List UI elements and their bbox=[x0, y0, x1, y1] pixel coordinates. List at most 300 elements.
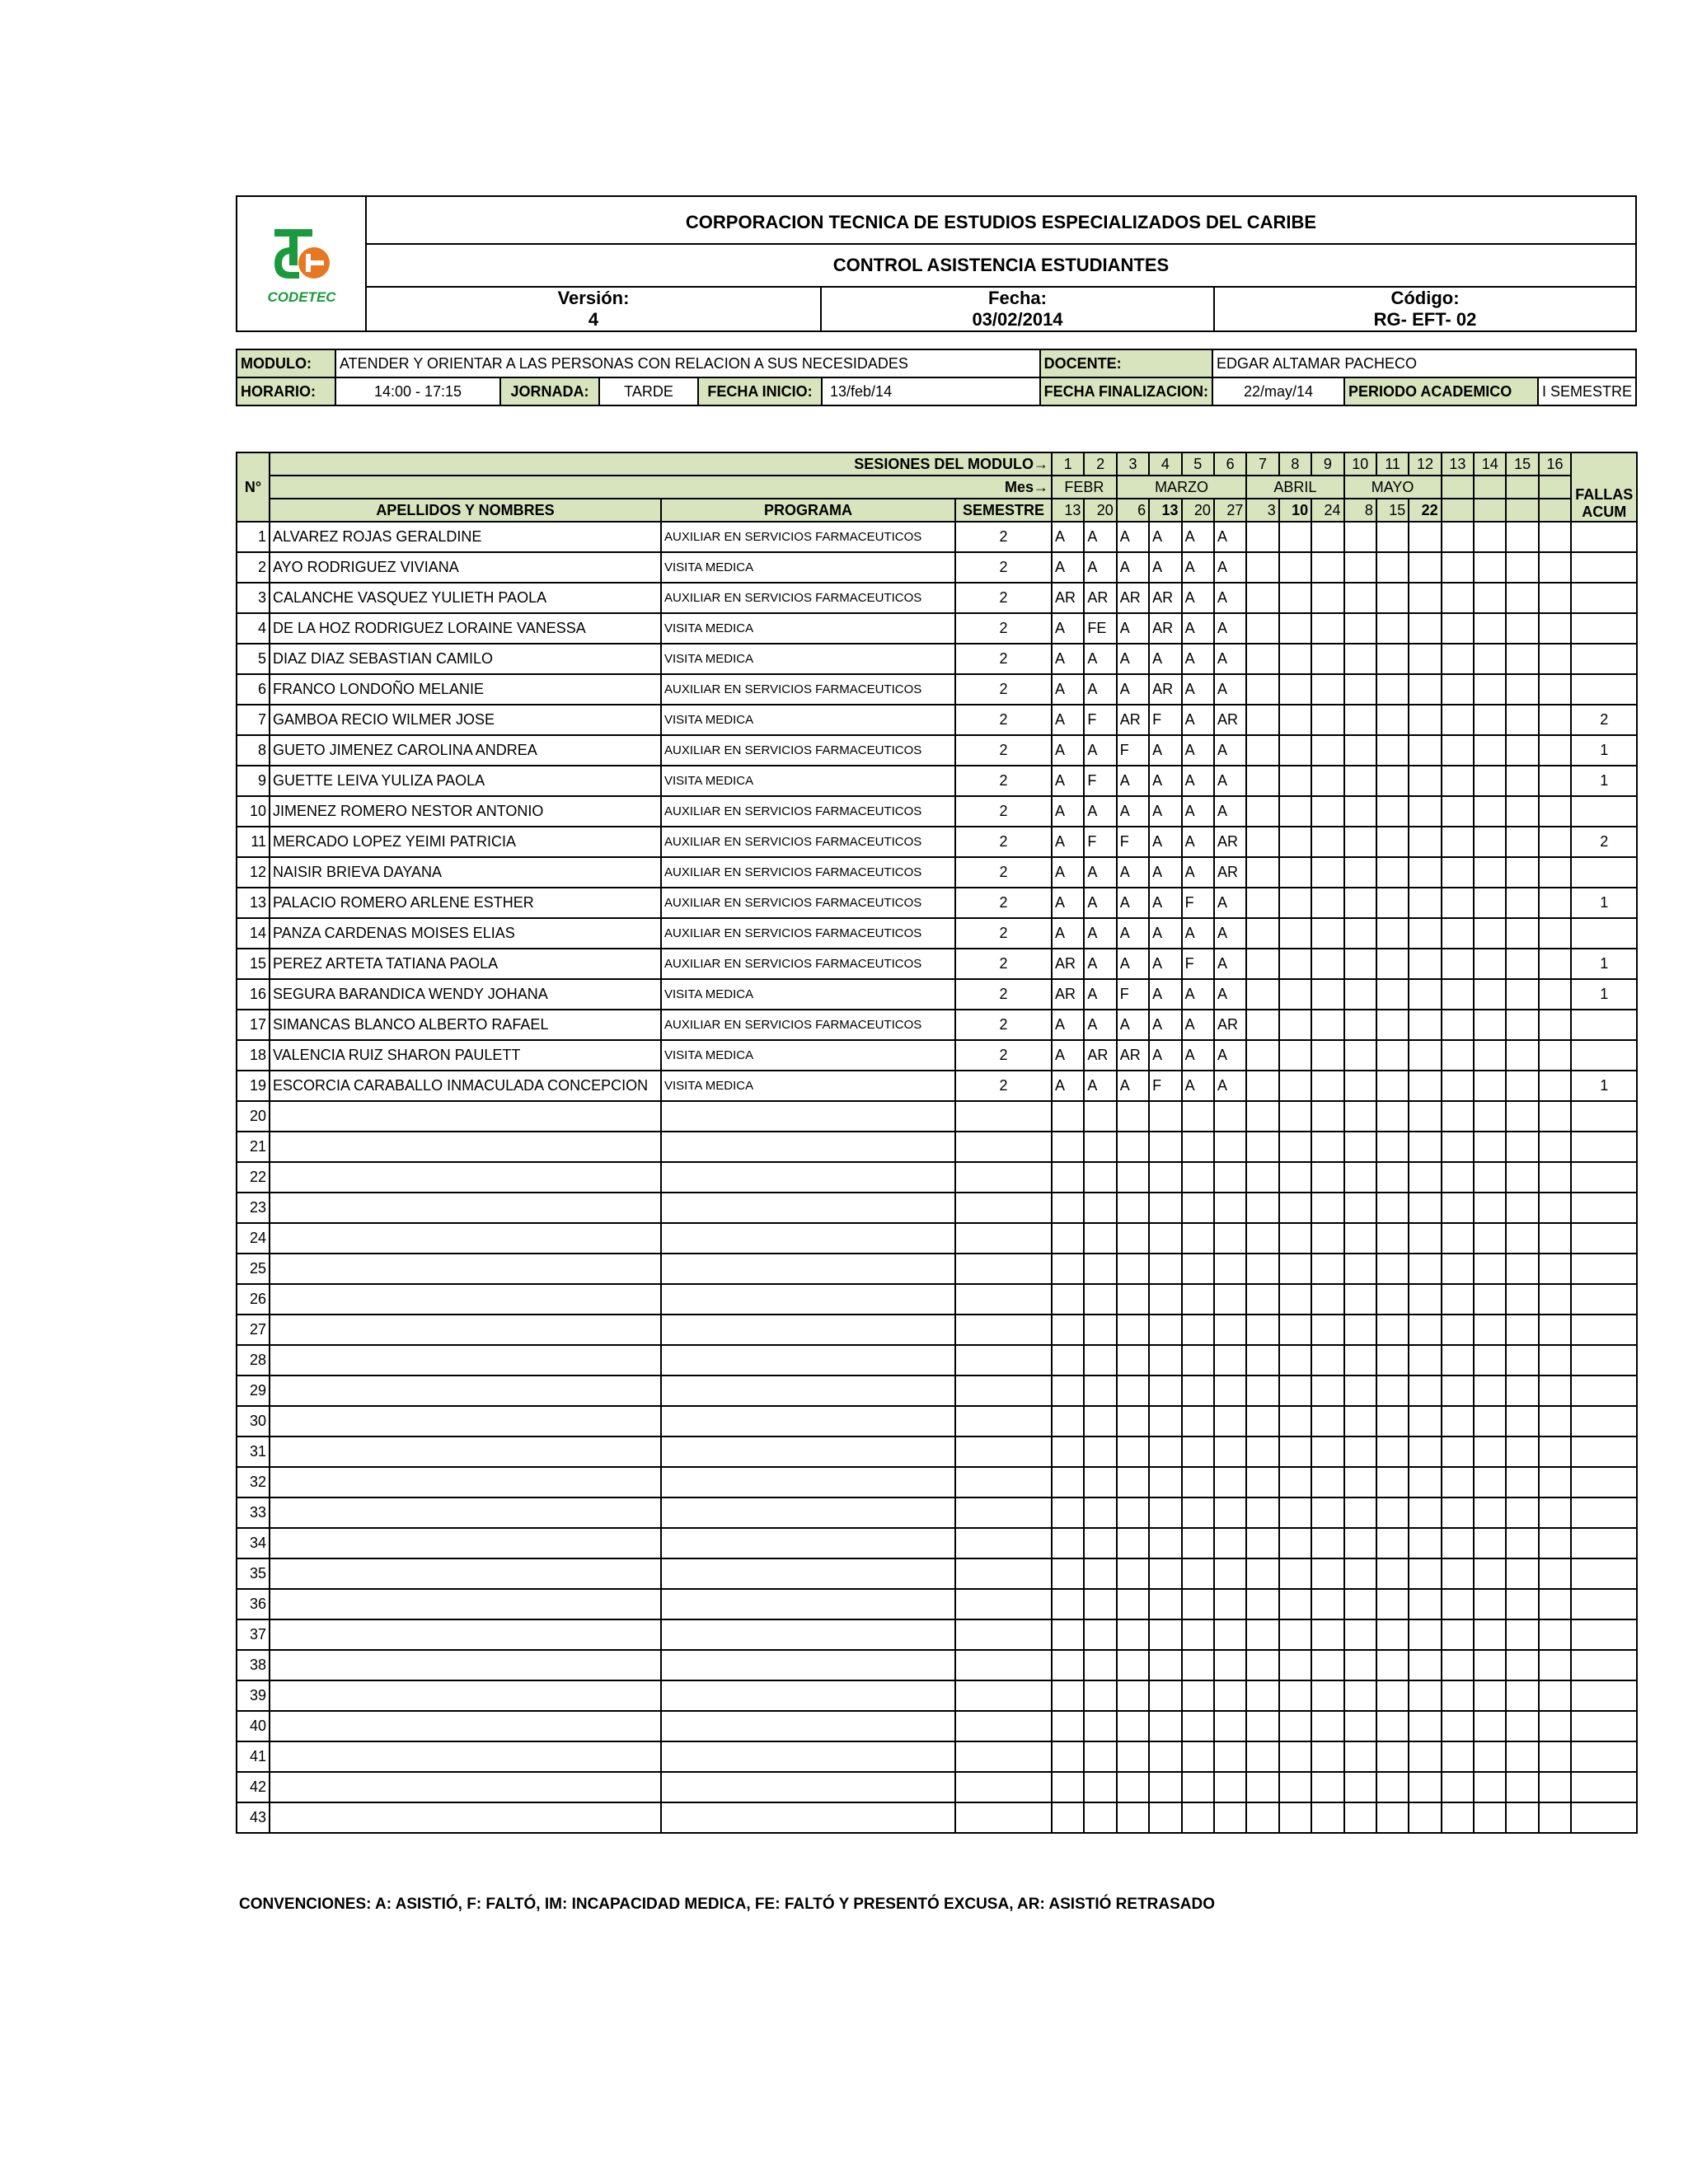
attendance-cell bbox=[1344, 1010, 1376, 1040]
empty-cell bbox=[661, 1132, 955, 1162]
fallas-count: 2 bbox=[1571, 827, 1637, 857]
row-number: 41 bbox=[237, 1741, 270, 1772]
empty-cell bbox=[1409, 1193, 1441, 1223]
student-program: VISITA MEDICA bbox=[661, 1071, 955, 1101]
session-day: 3 bbox=[1246, 499, 1278, 522]
empty-cell bbox=[1344, 1772, 1376, 1802]
empty-cell bbox=[1409, 1711, 1441, 1741]
attendance-cell bbox=[1474, 918, 1506, 949]
row-number: 2 bbox=[237, 552, 270, 583]
attendance-cell bbox=[1506, 613, 1538, 644]
attendance-cell bbox=[1246, 522, 1278, 552]
attendance-cell bbox=[1442, 888, 1474, 918]
attendance-cell bbox=[1344, 552, 1376, 583]
empty-cell bbox=[1246, 1376, 1278, 1406]
empty-cell bbox=[1246, 1254, 1278, 1284]
attendance-cell bbox=[1376, 766, 1409, 796]
empty-cell bbox=[1539, 1345, 1571, 1376]
empty-cell bbox=[1052, 1497, 1084, 1528]
attendance-cell: A bbox=[1117, 918, 1149, 949]
mes-label: Mes→ bbox=[270, 476, 1052, 499]
attendance-cell bbox=[1442, 1071, 1474, 1101]
month-label bbox=[1442, 476, 1474, 499]
attendance-cell: A bbox=[1117, 522, 1149, 552]
empty-cell bbox=[1474, 1558, 1506, 1589]
empty-cell bbox=[1442, 1650, 1474, 1680]
table-row bbox=[237, 1741, 1637, 1772]
empty-cell bbox=[1409, 1589, 1441, 1619]
attendance-cell bbox=[1246, 766, 1278, 796]
empty-cell bbox=[1052, 1223, 1084, 1254]
docente-label: DOCENTE: bbox=[1040, 349, 1212, 377]
empty-cell bbox=[1376, 1741, 1409, 1772]
attendance-cell: AR bbox=[1117, 583, 1149, 613]
empty-cell bbox=[1214, 1650, 1246, 1680]
empty-cell bbox=[1149, 1132, 1181, 1162]
empty-cell bbox=[955, 1680, 1052, 1711]
row-number: 27 bbox=[237, 1315, 270, 1345]
empty-cell bbox=[1246, 1772, 1278, 1802]
empty-cell bbox=[1117, 1589, 1149, 1619]
empty-cell bbox=[1279, 1254, 1311, 1284]
col-nombres: APELLIDOS Y NOMBRES bbox=[270, 499, 661, 522]
empty-cell bbox=[1182, 1406, 1214, 1436]
periodo-value: I SEMESTRE bbox=[1538, 377, 1636, 405]
empty-cell bbox=[1442, 1711, 1474, 1741]
row-number: 15 bbox=[237, 949, 270, 979]
student-semester: 2 bbox=[955, 583, 1052, 613]
attendance-cell: A bbox=[1214, 796, 1246, 827]
empty-cell bbox=[1311, 1162, 1343, 1193]
attendance-cell bbox=[1442, 583, 1474, 613]
empty-cell bbox=[661, 1193, 955, 1223]
student-program: VISITA MEDICA bbox=[661, 705, 955, 735]
empty-cell bbox=[1571, 1741, 1637, 1772]
empty-cell bbox=[1149, 1345, 1181, 1376]
row-number: 7 bbox=[237, 705, 270, 735]
row-number: 38 bbox=[237, 1650, 270, 1680]
empty-cell bbox=[1344, 1345, 1376, 1376]
attendance-cell bbox=[1344, 766, 1376, 796]
student-program: AUXILIAR EN SERVICIOS FARMACEUTICOS bbox=[661, 888, 955, 918]
attendance-cell: F bbox=[1149, 705, 1181, 735]
empty-cell bbox=[1279, 1497, 1311, 1528]
attendance-cell: A bbox=[1214, 979, 1246, 1010]
attendance-cell bbox=[1409, 613, 1441, 644]
attendance-cell bbox=[1539, 674, 1571, 705]
attendance-cell bbox=[1311, 735, 1343, 766]
attendance-cell bbox=[1539, 766, 1571, 796]
empty-cell bbox=[1311, 1619, 1343, 1650]
empty-cell bbox=[1052, 1528, 1084, 1558]
empty-cell bbox=[1117, 1223, 1149, 1254]
attendance-cell bbox=[1474, 735, 1506, 766]
empty-cell bbox=[1246, 1193, 1278, 1223]
empty-cell bbox=[1117, 1345, 1149, 1376]
empty-cell bbox=[1084, 1436, 1116, 1467]
attendance-cell: A bbox=[1182, 735, 1214, 766]
attendance-cell bbox=[1344, 857, 1376, 888]
attendance-cell bbox=[1279, 857, 1311, 888]
table-row bbox=[237, 766, 1637, 796]
fallas-count bbox=[1571, 644, 1637, 674]
month-label: ABRIL bbox=[1246, 476, 1343, 499]
empty-cell bbox=[1214, 1254, 1246, 1284]
attendance-cell bbox=[1279, 644, 1311, 674]
table-row bbox=[237, 1376, 1637, 1406]
session-number: 11 bbox=[1376, 452, 1409, 476]
empty-cell bbox=[1149, 1619, 1181, 1650]
attendance-cell: A bbox=[1149, 1010, 1181, 1040]
attendance-cell: A bbox=[1052, 918, 1084, 949]
empty-cell bbox=[1214, 1315, 1246, 1345]
session-day bbox=[1474, 499, 1506, 522]
empty-cell bbox=[1442, 1741, 1474, 1772]
attendance-cell bbox=[1279, 827, 1311, 857]
student-program: VISITA MEDICA bbox=[661, 613, 955, 644]
attendance-cell bbox=[1344, 522, 1376, 552]
empty-cell bbox=[1571, 1497, 1637, 1528]
empty-cell bbox=[1246, 1101, 1278, 1132]
student-name: MERCADO LOPEZ YEIMI PATRICIA bbox=[270, 827, 661, 857]
empty-cell bbox=[1344, 1497, 1376, 1528]
empty-cell bbox=[955, 1376, 1052, 1406]
empty-cell bbox=[270, 1589, 661, 1619]
empty-cell bbox=[1149, 1254, 1181, 1284]
empty-cell bbox=[270, 1772, 661, 1802]
empty-cell bbox=[1117, 1711, 1149, 1741]
row-number: 22 bbox=[237, 1162, 270, 1193]
attendance-cell bbox=[1279, 979, 1311, 1010]
table-row bbox=[237, 796, 1637, 827]
empty-cell bbox=[270, 1345, 661, 1376]
attendance-cell: A bbox=[1052, 1010, 1084, 1040]
row-number: 16 bbox=[237, 979, 270, 1010]
columns-row bbox=[237, 499, 1637, 522]
attendance-cell: A bbox=[1084, 674, 1116, 705]
empty-cell bbox=[1214, 1376, 1246, 1406]
student-semester: 2 bbox=[955, 827, 1052, 857]
student-semester: 2 bbox=[955, 613, 1052, 644]
empty-cell bbox=[1084, 1802, 1116, 1833]
student-name: PALACIO ROMERO ARLENE ESTHER bbox=[270, 888, 661, 918]
empty-cell bbox=[1117, 1406, 1149, 1436]
horario-label: HORARIO: bbox=[237, 377, 335, 405]
attendance-cell bbox=[1474, 644, 1506, 674]
attendance-cell: A bbox=[1149, 1040, 1181, 1071]
attendance-cell: AR bbox=[1149, 674, 1181, 705]
attendance-cell bbox=[1279, 522, 1311, 552]
attendance-cell bbox=[1311, 583, 1343, 613]
attendance-cell bbox=[1376, 918, 1409, 949]
student-semester: 2 bbox=[955, 735, 1052, 766]
attendance-cell bbox=[1539, 613, 1571, 644]
empty-cell bbox=[1084, 1680, 1116, 1711]
empty-cell bbox=[955, 1528, 1052, 1558]
attendance-cell: A bbox=[1214, 552, 1246, 583]
attendance-cell: A bbox=[1182, 918, 1214, 949]
empty-cell bbox=[1506, 1802, 1538, 1833]
attendance-cell bbox=[1376, 522, 1409, 552]
session-day: 20 bbox=[1182, 499, 1214, 522]
empty-cell bbox=[1571, 1589, 1637, 1619]
empty-cell bbox=[1506, 1345, 1538, 1376]
attendance-cell: A bbox=[1084, 979, 1116, 1010]
attendance-cell bbox=[1344, 827, 1376, 857]
empty-cell bbox=[1182, 1680, 1214, 1711]
attendance-cell bbox=[1506, 583, 1538, 613]
empty-cell bbox=[1182, 1345, 1214, 1376]
attendance-cell bbox=[1409, 552, 1441, 583]
attendance-cell: A bbox=[1052, 766, 1084, 796]
attendance-cell bbox=[1344, 888, 1376, 918]
empty-cell bbox=[1052, 1254, 1084, 1284]
attendance-cell bbox=[1409, 766, 1441, 796]
attendance-cell: A bbox=[1182, 766, 1214, 796]
attendance-cell: A bbox=[1149, 735, 1181, 766]
empty-cell bbox=[1344, 1436, 1376, 1467]
empty-cell bbox=[1474, 1650, 1506, 1680]
empty-cell bbox=[1149, 1376, 1181, 1406]
empty-cell bbox=[1506, 1284, 1538, 1315]
empty-cell bbox=[1409, 1558, 1441, 1589]
empty-cell bbox=[1214, 1284, 1246, 1315]
attendance-cell bbox=[1311, 979, 1343, 1010]
attendance-cell: A bbox=[1117, 552, 1149, 583]
empty-cell bbox=[1214, 1711, 1246, 1741]
attendance-cell bbox=[1474, 522, 1506, 552]
attendance-cell bbox=[1409, 796, 1441, 827]
table-row bbox=[237, 1680, 1637, 1711]
attendance-cell bbox=[1279, 552, 1311, 583]
empty-cell bbox=[1182, 1741, 1214, 1772]
student-program: AUXILIAR EN SERVICIOS FARMACEUTICOS bbox=[661, 735, 955, 766]
empty-cell bbox=[1506, 1680, 1538, 1711]
row-number: 43 bbox=[237, 1802, 270, 1833]
attendance-cell bbox=[1409, 1071, 1441, 1101]
version-label: Versión: bbox=[557, 288, 630, 308]
empty-cell bbox=[1182, 1619, 1214, 1650]
empty-cell bbox=[1214, 1802, 1246, 1833]
student-semester: 2 bbox=[955, 918, 1052, 949]
empty-cell bbox=[270, 1497, 661, 1528]
empty-cell bbox=[661, 1619, 955, 1650]
table-row bbox=[237, 1619, 1637, 1650]
empty-cell bbox=[1214, 1406, 1246, 1436]
empty-cell bbox=[661, 1284, 955, 1315]
table-row bbox=[237, 705, 1637, 735]
empty-cell bbox=[1442, 1528, 1474, 1558]
empty-cell bbox=[1409, 1650, 1441, 1680]
empty-cell bbox=[1506, 1315, 1538, 1345]
attendance-cell bbox=[1311, 644, 1343, 674]
table-row bbox=[237, 1772, 1637, 1802]
empty-cell bbox=[1311, 1497, 1343, 1528]
empty-cell bbox=[1084, 1558, 1116, 1589]
table-row bbox=[237, 522, 1637, 552]
empty-cell bbox=[1214, 1619, 1246, 1650]
empty-cell bbox=[1182, 1193, 1214, 1223]
table-row bbox=[237, 1558, 1637, 1589]
empty-cell bbox=[270, 1680, 661, 1711]
attendance-cell bbox=[1279, 949, 1311, 979]
table-row bbox=[237, 735, 1637, 766]
session-number: 8 bbox=[1279, 452, 1311, 476]
attendance-cell: AR bbox=[1214, 857, 1246, 888]
empty-cell bbox=[1474, 1741, 1506, 1772]
attendance-cell bbox=[1344, 613, 1376, 644]
fallas-count bbox=[1571, 674, 1637, 705]
fallas-count bbox=[1571, 1010, 1637, 1040]
empty-cell bbox=[1376, 1467, 1409, 1497]
empty-cell bbox=[1409, 1619, 1441, 1650]
empty-cell bbox=[661, 1467, 955, 1497]
attendance-cell bbox=[1246, 583, 1278, 613]
row-number: 36 bbox=[237, 1589, 270, 1619]
table-row bbox=[237, 1071, 1637, 1101]
attendance-cell bbox=[1279, 888, 1311, 918]
fallas-count: 1 bbox=[1571, 1071, 1637, 1101]
empty-cell bbox=[1344, 1558, 1376, 1589]
student-name: SIMANCAS BLANCO ALBERTO RAFAEL bbox=[270, 1010, 661, 1040]
table-row bbox=[237, 613, 1637, 644]
fallas-count: 1 bbox=[1571, 949, 1637, 979]
codigo-label: Código: bbox=[1390, 288, 1460, 308]
empty-cell bbox=[1279, 1101, 1311, 1132]
attendance-cell: A bbox=[1084, 1010, 1116, 1040]
empty-cell bbox=[1214, 1680, 1246, 1711]
session-day bbox=[1506, 499, 1538, 522]
empty-cell bbox=[1214, 1193, 1246, 1223]
empty-cell bbox=[1539, 1193, 1571, 1223]
session-number: 6 bbox=[1214, 452, 1246, 476]
document-header bbox=[236, 195, 1637, 332]
empty-cell bbox=[1442, 1467, 1474, 1497]
attendance-cell bbox=[1344, 583, 1376, 613]
empty-cell bbox=[270, 1650, 661, 1680]
attendance-cell bbox=[1506, 674, 1538, 705]
empty-cell bbox=[270, 1223, 661, 1254]
row-number: 32 bbox=[237, 1467, 270, 1497]
empty-cell bbox=[1442, 1345, 1474, 1376]
empty-cell bbox=[1149, 1741, 1181, 1772]
empty-cell bbox=[1279, 1589, 1311, 1619]
empty-cell bbox=[1571, 1193, 1637, 1223]
org-title: CORPORACION TECNICA DE ESTUDIOS ESPECIALIZADOS DEL CARIBE bbox=[366, 196, 1636, 244]
attendance-cell: A bbox=[1182, 1071, 1214, 1101]
attendance-cell: F bbox=[1084, 766, 1116, 796]
empty-cell bbox=[1311, 1132, 1343, 1162]
empty-cell bbox=[1539, 1802, 1571, 1833]
attendance-cell bbox=[1442, 857, 1474, 888]
attendance-cell bbox=[1506, 796, 1538, 827]
attendance-cell: A bbox=[1182, 552, 1214, 583]
attendance-cell bbox=[1442, 552, 1474, 583]
empty-cell bbox=[1182, 1589, 1214, 1619]
empty-cell bbox=[1474, 1162, 1506, 1193]
attendance-cell: A bbox=[1052, 1071, 1084, 1101]
attendance-cell bbox=[1474, 613, 1506, 644]
table-row bbox=[237, 1436, 1637, 1467]
empty-cell bbox=[1214, 1345, 1246, 1376]
empty-cell bbox=[1571, 1680, 1637, 1711]
empty-cell bbox=[1279, 1436, 1311, 1467]
jornada-label: JORNADA: bbox=[500, 377, 599, 405]
student-program: VISITA MEDICA bbox=[661, 644, 955, 674]
attendance-cell bbox=[1376, 583, 1409, 613]
attendance-cell bbox=[1539, 705, 1571, 735]
table-row bbox=[237, 552, 1637, 583]
empty-cell bbox=[1474, 1315, 1506, 1345]
row-number: 34 bbox=[237, 1528, 270, 1558]
empty-cell bbox=[1279, 1680, 1311, 1711]
empty-cell bbox=[1539, 1101, 1571, 1132]
attendance-cell: A bbox=[1117, 766, 1149, 796]
empty-cell bbox=[1117, 1101, 1149, 1132]
attendance-cell bbox=[1442, 705, 1474, 735]
attendance-cell: AR bbox=[1117, 1040, 1149, 1071]
empty-cell bbox=[661, 1802, 955, 1833]
empty-cell bbox=[270, 1132, 661, 1162]
attendance-cell bbox=[1409, 1040, 1441, 1071]
empty-cell bbox=[661, 1680, 955, 1711]
month-label: FEBR bbox=[1052, 476, 1117, 499]
empty-cell bbox=[1442, 1223, 1474, 1254]
fallas-count: 2 bbox=[1571, 705, 1637, 735]
student-semester: 2 bbox=[955, 552, 1052, 583]
empty-cell bbox=[1149, 1558, 1181, 1589]
attendance-cell: A bbox=[1149, 766, 1181, 796]
empty-cell bbox=[270, 1193, 661, 1223]
empty-cell bbox=[1117, 1284, 1149, 1315]
empty-cell bbox=[1571, 1711, 1637, 1741]
empty-cell bbox=[1117, 1741, 1149, 1772]
attendance-cell: A bbox=[1214, 613, 1246, 644]
empty-cell bbox=[1506, 1223, 1538, 1254]
table-row bbox=[237, 1315, 1637, 1345]
attendance-cell bbox=[1246, 949, 1278, 979]
attendance-cell bbox=[1506, 949, 1538, 979]
empty-cell bbox=[1506, 1162, 1538, 1193]
empty-cell bbox=[1117, 1376, 1149, 1406]
months-row bbox=[237, 476, 1637, 499]
empty-cell bbox=[1117, 1772, 1149, 1802]
empty-cell bbox=[1117, 1497, 1149, 1528]
table-row bbox=[237, 674, 1637, 705]
row-number: 31 bbox=[237, 1436, 270, 1467]
attendance-cell bbox=[1376, 827, 1409, 857]
table-row bbox=[237, 1711, 1637, 1741]
attendance-cell bbox=[1246, 735, 1278, 766]
month-label bbox=[1506, 476, 1538, 499]
attendance-cell bbox=[1279, 735, 1311, 766]
attendance-cell bbox=[1311, 674, 1343, 705]
attendance-cell bbox=[1279, 766, 1311, 796]
empty-cell bbox=[1344, 1406, 1376, 1436]
periodo-label: PERIODO ACADEMICO bbox=[1344, 377, 1538, 405]
attendance-cell bbox=[1376, 644, 1409, 674]
empty-cell bbox=[1182, 1802, 1214, 1833]
empty-cell bbox=[1182, 1497, 1214, 1528]
empty-cell bbox=[1409, 1162, 1441, 1193]
fecha-value: 03/02/2014 bbox=[972, 309, 1063, 330]
empty-cell bbox=[1214, 1467, 1246, 1497]
empty-cell bbox=[1149, 1193, 1181, 1223]
empty-cell bbox=[1214, 1101, 1246, 1132]
empty-cell bbox=[661, 1436, 955, 1467]
modulo-value: ATENDER Y ORIENTAR A LAS PERSONAS CON RELACION A SUS NECESIDADES bbox=[335, 349, 1040, 377]
empty-cell bbox=[1052, 1619, 1084, 1650]
